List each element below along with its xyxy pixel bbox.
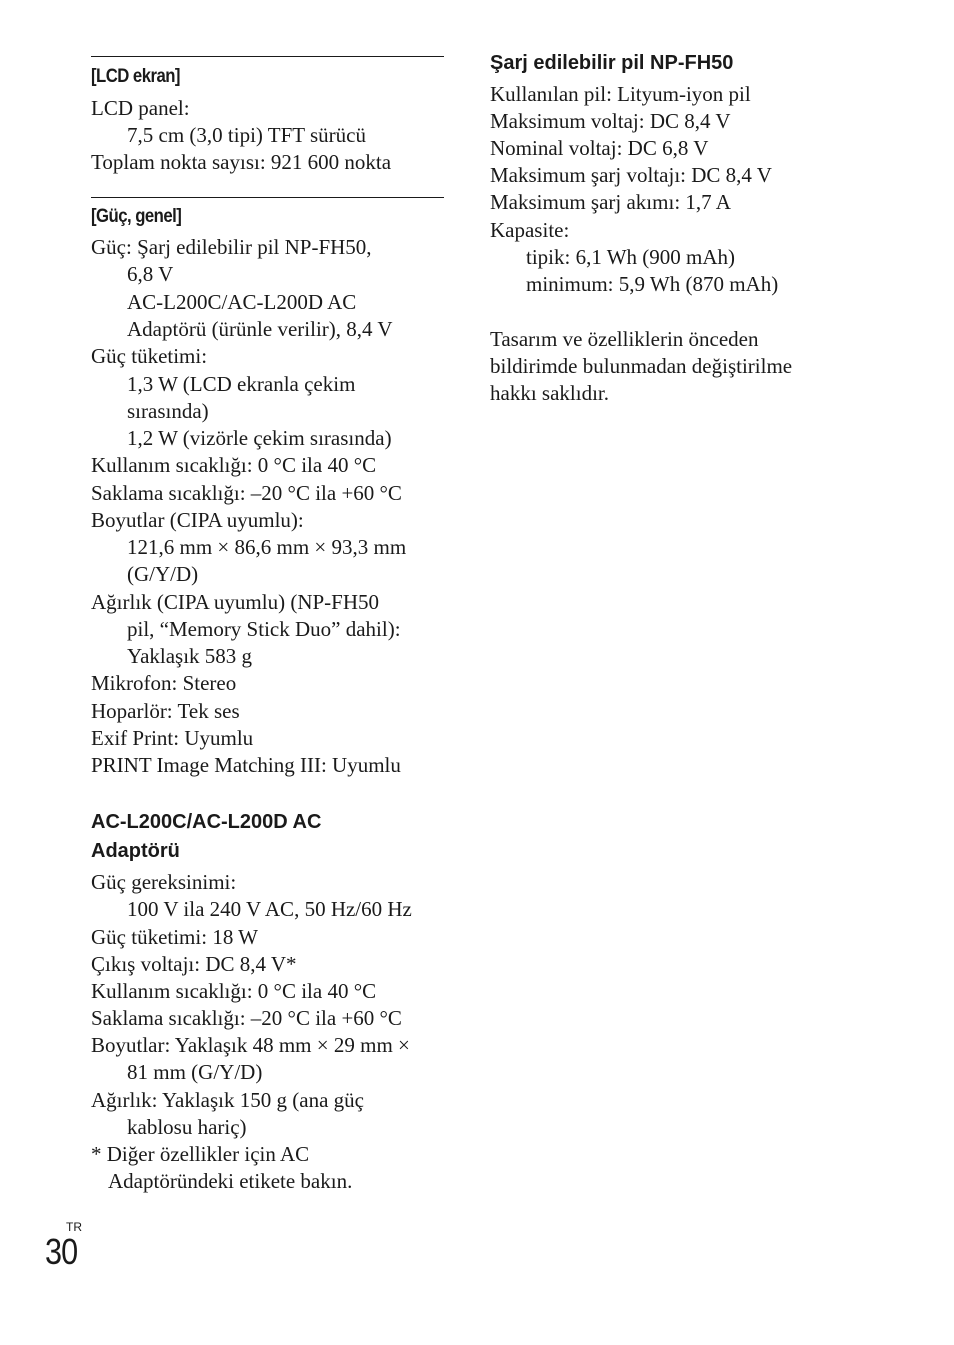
spec-line: 7,5 cm (3,0 tipi) TFT sürücü: [127, 123, 366, 147]
spec-line: Kullanılan pil: Lityum-iyon pil: [490, 82, 751, 106]
footnote-line: Adaptöründeki etikete bakın.: [108, 1169, 353, 1193]
power-heading: [Güç, genel]: [91, 206, 182, 227]
spec-line: Saklama sıcaklığı: –20 °C ila +60 °C: [91, 481, 402, 505]
spec-line: Ağırlık: Yaklaşık 150 g (ana güç: [91, 1088, 364, 1112]
spec-line: Mikrofon: Stereo: [91, 671, 237, 695]
spec-line: Ağırlık (CIPA uyumlu) (NP-FH50: [91, 590, 380, 614]
spec-line: 6,8 V: [127, 262, 174, 286]
spec-line: sırasında): [127, 399, 209, 423]
spec-line: Adaptörü (ürünle verilir), 8,4 V: [127, 317, 393, 341]
spec-line: Maksimum voltaj: DC 8,4 V: [490, 109, 731, 133]
spec-line: 1,3 W (LCD ekranla çekim: [127, 372, 356, 396]
language-code: TR: [66, 1220, 82, 1234]
spec-line: 121,6 mm × 86,6 mm × 93,3 mm: [127, 535, 407, 559]
notice-line: Tasarım ve özelliklerin önceden: [490, 327, 759, 351]
spec-line: Kullanım sıcaklığı: 0 °C ila 40 °C: [91, 453, 377, 477]
footnote-line: * Diğer özellikler için AC: [91, 1142, 310, 1166]
spec-line: Exif Print: Uyumlu: [91, 726, 254, 750]
spec-line: Çıkış voltajı: DC 8,4 V*: [91, 952, 297, 976]
spec-line: Saklama sıcaklığı: –20 °C ila +60 °C: [91, 1006, 402, 1030]
spec-line: Güç tüketimi:: [91, 344, 208, 368]
battery-heading: Şarj edilebilir pil NP-FH50: [490, 52, 734, 74]
spec-line: Kullanım sıcaklığı: 0 °C ila 40 °C: [91, 979, 377, 1003]
section-divider: [91, 56, 444, 57]
page-number: 30: [45, 1231, 78, 1272]
section-divider: [91, 197, 444, 198]
spec-line: Nominal voltaj: DC 6,8 V: [490, 136, 709, 160]
spec-line: minimum: 5,9 Wh (870 mAh): [526, 272, 779, 296]
spec-line: Güç tüketimi: 18 W: [91, 925, 259, 949]
spec-line: kablosu hariç): [127, 1115, 247, 1139]
spec-line: pil, “Memory Stick Duo” dahil):: [127, 617, 401, 641]
spec-line: LCD panel:: [91, 96, 190, 120]
spec-line: (G/Y/D): [127, 562, 199, 586]
notice-line: bildirimde bulunmadan değiştirilme: [490, 354, 793, 378]
spec-line: Maksimum şarj akımı: 1,7 A: [490, 190, 731, 214]
spec-line: Güç gereksinimi:: [91, 870, 237, 894]
spec-line: 1,2 W (vizörle çekim sırasında): [127, 426, 392, 450]
spec-line: Yaklaşık 583 g: [127, 644, 253, 668]
adapter-heading-line2: Adaptörü: [91, 840, 180, 862]
adapter-heading-line1: AC-L200C/AC-L200D AC: [91, 811, 322, 833]
spec-line: Hoparlör: Tek ses: [91, 699, 240, 723]
spec-line: Boyutlar: Yaklaşık 48 mm × 29 mm ×: [91, 1033, 410, 1057]
spec-line: Toplam nokta sayısı: 921 600 nokta: [91, 150, 392, 174]
spec-line: tipik: 6,1 Wh (900 mAh): [526, 245, 736, 269]
spec-line: Maksimum şarj voltajı: DC 8,4 V: [490, 163, 772, 187]
lcd-heading: [LCD ekran]: [91, 66, 180, 87]
spec-line: AC-L200C/AC-L200D AC: [127, 290, 357, 314]
spec-line: PRINT Image Matching III: Uyumlu: [91, 753, 401, 777]
spec-line: Kapasite:: [490, 218, 570, 242]
spec-line: 100 V ila 240 V AC, 50 Hz/60 Hz: [127, 897, 412, 921]
notice-line: hakkı saklıdır.: [490, 381, 609, 405]
spec-line: 81 mm (G/Y/D): [127, 1060, 263, 1084]
spec-line: Boyutlar (CIPA uyumlu):: [91, 508, 304, 532]
spec-line: Güç: Şarj edilebilir pil NP-FH50,: [91, 235, 372, 259]
